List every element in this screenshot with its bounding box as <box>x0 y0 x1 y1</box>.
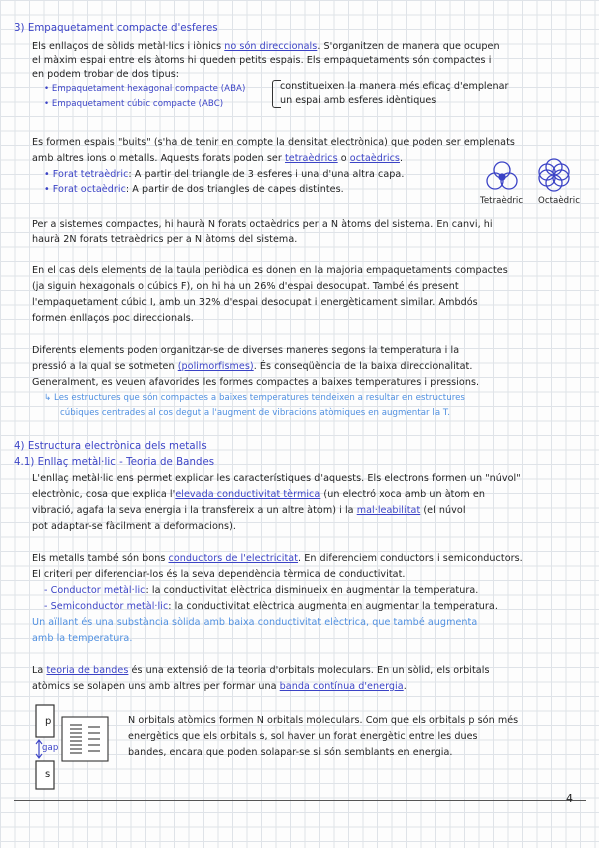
bullet-label: • Forat octaèdric <box>44 184 126 195</box>
bullet-cubic: • Empaquetament cúbic compacte (ABC) <box>44 99 224 109</box>
paragraph-line: (ja siguin hexagonals o cúbics F), on hi ha un 26% d'espai desocupat. També és present <box>32 281 459 292</box>
text-run: o <box>337 153 350 164</box>
label-octaedric: Octaèdric <box>538 196 580 206</box>
bullet-label: - Conductor metàl·lic <box>44 585 146 596</box>
text-run: Els metalls també són bons <box>32 553 169 564</box>
note-line: cúbiques centrades al cos degut a l'augment de vibracions atòmiques en augmentar la T. <box>60 408 450 418</box>
label-tetraedric: Tetraèdric <box>480 196 524 206</box>
bullet-label: • Forat tetraèdric <box>44 169 129 180</box>
band-s-label: s <box>45 769 51 780</box>
text-run: (el núvol <box>420 505 466 516</box>
note-line: Un aïllant és una substància sòlida amb baixa conductivitat elèctrica, que també augmenta <box>32 617 478 628</box>
highlight-term: (polimorfismes) <box>177 361 254 372</box>
paragraph-line: El criteri per diferenciar-los és la seva dependència tèrmica de conductivitat. <box>32 569 406 580</box>
paragraph-line: en podem trobar de dos tipus: <box>32 69 180 80</box>
paragraph-line: En el cas dels elements de la taula periòdica es donen en la majoria empaquetaments compactes <box>32 265 508 276</box>
note-line: ↳ Les estructures que són compactes a baixes temperatures tendeixen a resultar en estructures <box>44 393 465 403</box>
highlight-term: conductors de l'electricitat <box>168 553 299 564</box>
text-run: La <box>32 665 47 676</box>
text-run: atòmics se solapen uns amb altres per formar una <box>32 681 280 692</box>
text-run: és una extensió de la teoria d'orbitals moleculars. En un sòlid, els orbitals <box>128 665 490 676</box>
section-3-title: 3) Empaquetament compacte d'esferes <box>14 23 218 34</box>
section-4-1-title: 4.1) Enllaç metàl·lic - Teoria de Bandes <box>14 457 215 468</box>
paragraph-line: Generalment, es veuen afavorides les formes compactes a baixes temperatures i pressions. <box>32 377 480 388</box>
text-run: pressió a la qual se sotmeten <box>32 361 178 372</box>
text-run: Els enllaços de sòlids metàl·lics i iònics <box>32 41 225 52</box>
paragraph-line <box>32 552 572 565</box>
text-run: : la conductivitat elèctrica augmenta en augmentar la temperatura. <box>168 601 498 612</box>
paragraph-line: el màxim espai entre els àtoms hi queden petits espais. Els empaquetaments són compactes i <box>32 55 492 66</box>
bullet-hexagonal: • Empaquetament hexagonal compacte (ABA) <box>44 84 246 94</box>
highlight-term: elevada conductivitat tèrmica <box>175 489 321 500</box>
paragraph-line: pot adaptar-se fàcilment a deformacions). <box>32 521 236 532</box>
paragraph-line: energètics que els orbitals s, sol haver un forat energètic entre les dues <box>128 731 478 742</box>
bullet-label: - Semiconductor metàl·lic <box>44 601 169 612</box>
text-run: amb altres ions o metalls. Aquests forats poden ser <box>32 153 285 164</box>
paragraph-line <box>32 504 572 517</box>
band-p-label: p <box>45 716 52 727</box>
highlight-term: no són direccionals <box>224 41 318 52</box>
paragraph-line <box>32 488 572 501</box>
page-number: 4 <box>566 792 573 805</box>
orbital-levels-box <box>62 717 108 761</box>
bullet-semiconductor <box>44 600 584 613</box>
paragraph-line <box>32 664 572 677</box>
text-run: . <box>399 153 404 164</box>
paragraph-line <box>32 40 572 53</box>
text-run: : la conductivitat elèctrica disminueix en augmentar la temperatura. <box>145 585 479 596</box>
text-run: . És conseqüència de la baixa direccionalitat. <box>253 361 473 372</box>
bullet-conductor <box>44 584 584 597</box>
text-run: . En diferenciem conductors i semiconductors. <box>298 553 523 564</box>
footer-rule <box>14 800 586 801</box>
text-run: electrònic, cosa que explica l' <box>32 489 176 500</box>
text-run: : A partir de dos triangles de capes distintes. <box>125 184 344 195</box>
highlight-term: teoria de bandes <box>46 665 129 676</box>
text-run: vibració, agafa la seva energia i la transfereix a un altre àtom) i la <box>32 505 357 516</box>
paragraph-line <box>32 360 572 373</box>
paragraph-line: bandes, encara que poden solapar-se si són semblants en energia. <box>128 747 453 758</box>
note-line: amb la temperatura. <box>32 633 133 644</box>
octahedral-sketch <box>539 159 569 191</box>
highlight-term: banda contínua d'energia <box>279 681 404 692</box>
brace-note-line: un espai amb esferes idèntiques <box>280 95 437 106</box>
text-run: . <box>403 681 407 692</box>
brace-note-line: constitueixen la manera més eficaç d'emplenar <box>280 81 509 92</box>
tetrahedral-sketch <box>487 162 517 189</box>
highlight-term: tetraèdrics <box>284 153 338 164</box>
paragraph-line: Diferents elements poden organitzar-se de diverses maneres segons la temperatura i la <box>32 345 460 356</box>
text-run: . S'organitzen de manera que ocupen <box>317 41 500 52</box>
paragraph-line: N orbitals atòmics formen N orbitals moleculars. Com que els orbitals p són més <box>128 715 519 726</box>
highlight-term: octaèdrics <box>349 153 400 164</box>
paragraph-line: L'enllaç metàl·lic ens permet explicar les característiques d'aquests. Els electrons formen un "núvol" <box>32 473 521 484</box>
section-4-title: 4) Estructura electrònica dels metalls <box>14 441 207 452</box>
paragraph-line: formen enllaços poc direccionals. <box>32 313 194 324</box>
highlight-term: mal·leabilitat <box>356 505 421 516</box>
paragraph-line: l'empaquetament cúbic I, amb un 32% d'espai desocupat i energèticament similar. Ambdós <box>32 297 478 308</box>
gap-label: gap <box>42 743 59 753</box>
paragraph-line: Per a sistemes compactes, hi haurà N forats octaèdrics per a N àtoms del sistema. En canvi, hi <box>32 219 493 230</box>
text-run: (un electró xoca amb un àtom en <box>320 489 485 500</box>
text-run: : A partir del triangle de 3 esferes i una d'una altra capa. <box>128 169 405 180</box>
paragraph-line <box>32 680 572 693</box>
paragraph-line: haurà 2N forats tetraèdrics per a N àtoms del sistema. <box>32 234 298 245</box>
paragraph-line: Es formen espais "buits" (s'ha de tenir en compte la densitat electrònica) que poden ser emplenats <box>32 137 515 148</box>
